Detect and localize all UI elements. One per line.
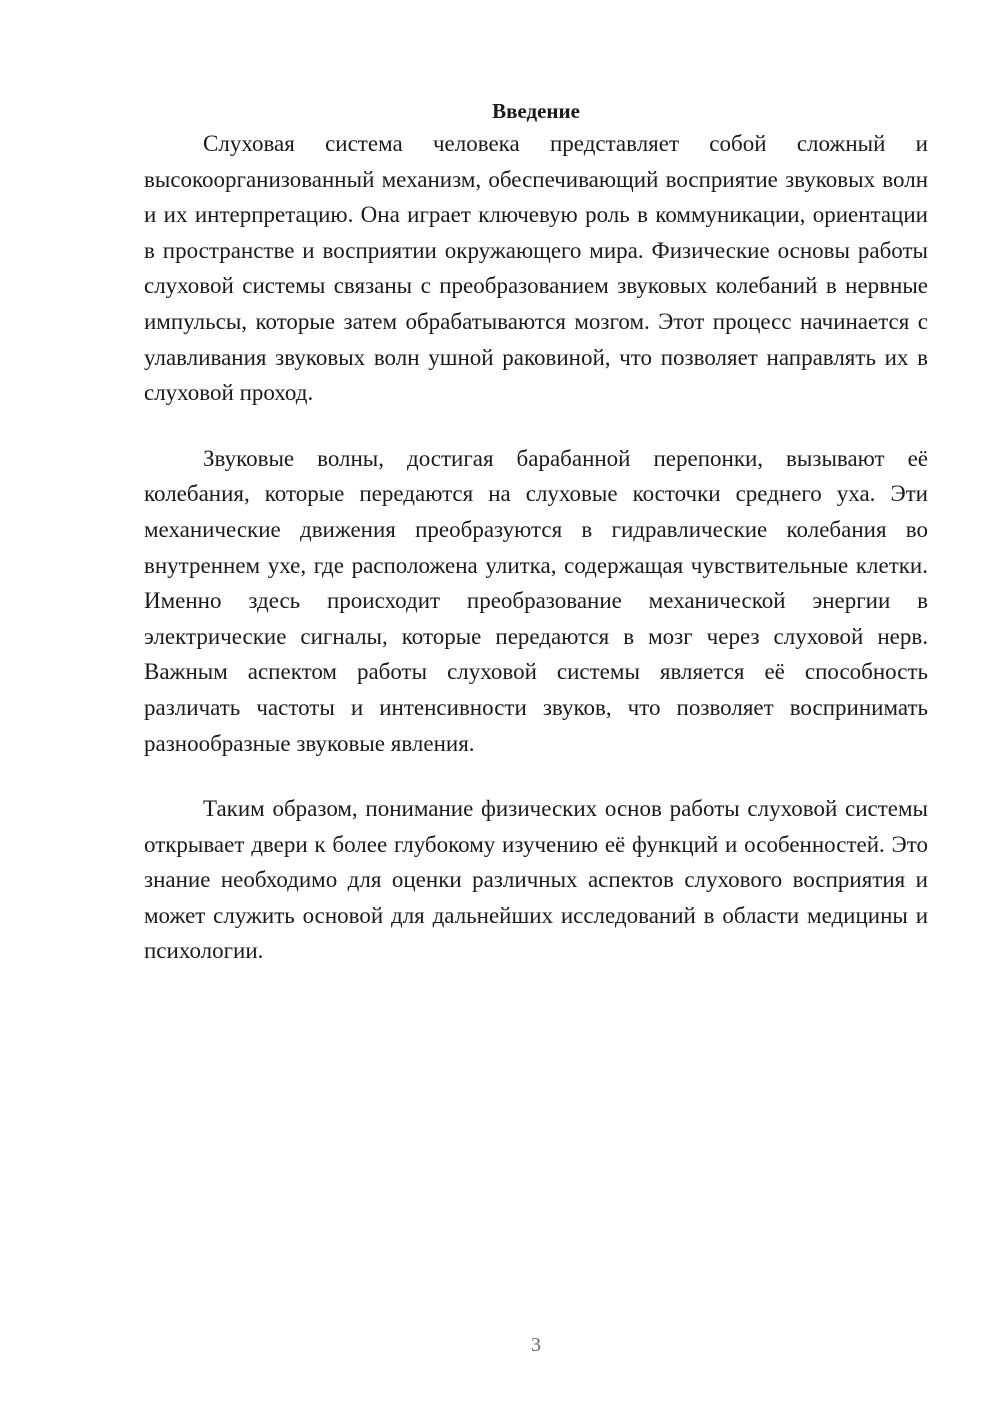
paragraph-3: Таким образом, понимание физических основ работы слуховой системы открывает двери к более глубокому изучению её функций и особенностей. Это знание необходимо для оценки различных аспектов слухового восприятия и может служить основой для дальнейших исследований в области медицины и психологии. <box>144 796 928 964</box>
paragraph-1: Слуховая система человека представляет собой сложный и высокоорганизованный механизм, обеспечивающий восприятие звуковых волн и их интерпретацию. Она играет ключевую роль в коммуникации, ориентации в пространстве и восприятии окружающего мира. Физические основы работы слуховой системы связаны с преобразованием звуковых колебаний в нервные импульсы, которые затем обрабатываются мозгом. Этот процесс начинается с улавливания звуковых волн ушной раковиной, что позволяет направлять их в слуховой проход. <box>144 131 928 406</box>
page-content <box>144 96 928 969</box>
page-number: 3 <box>531 1334 541 1356</box>
paragraph-2: Звуковые волны, достигая барабанной перепонки, вызывают её колебания, которые передаются на слуховые косточки среднего уха. Эти механические движения преобразуются в гидравлические колебания во внутреннем ухе, где расположена улитка, содержащая чувствительные клетки. Именно здесь происходит преобразование механической энергии в электрические сигналы, которые передаются в мозг через слуховой нерв. Важным аспектом работы слуховой системы является её способность различать частоты и интенсивности звуков, что позволяет воспринимать разнообразные звуковые явления. <box>144 445 928 756</box>
page-title: Введение <box>492 99 580 123</box>
